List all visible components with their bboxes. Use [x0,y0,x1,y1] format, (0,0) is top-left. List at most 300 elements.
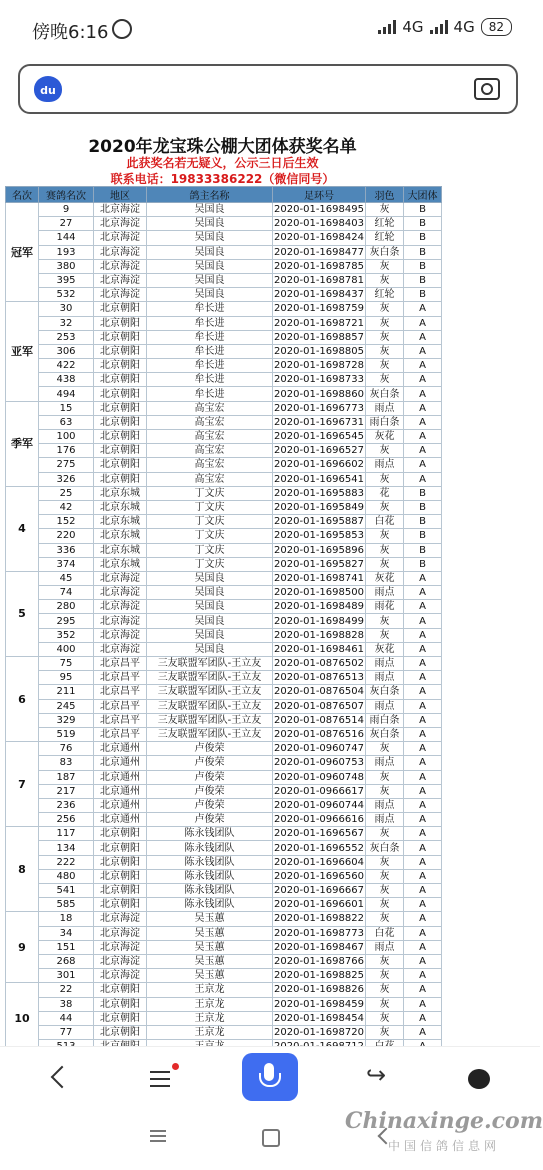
table-cell: A [404,841,442,855]
share-icon[interactable] [362,1061,398,1097]
table-cell: 北京海淀 [94,940,147,954]
table-cell: A [404,685,442,699]
table-cell: 灰 [366,983,404,997]
table-cell: A [404,912,442,926]
table-cell: 灰 [366,954,404,968]
voice-search-button[interactable] [242,1053,298,1101]
table-cell: 北京海淀 [94,926,147,940]
table-cell: 牟长进 [147,330,273,344]
table-row [6,288,442,302]
table-row [6,259,442,273]
table-cell: 北京通州 [94,813,147,827]
table-cell: B [404,203,442,217]
table-cell: 北京海淀 [94,600,147,614]
table-row [6,855,442,869]
table-cell: 27 [39,217,94,231]
notice-text: 此获奖名若无疑义，公示三日后生效 [126,156,319,170]
table-cell: 雨点 [366,756,404,770]
table-cell: A [404,699,442,713]
table-cell: 吴国良 [147,231,273,245]
table-cell: 18 [39,912,94,926]
table-row [6,330,442,344]
table-cell: 395 [39,273,94,287]
table-cell: 牟长进 [147,387,273,401]
table-cell: 北京东城 [94,486,147,500]
table-row [6,1011,442,1025]
table-cell: 北京朝阳 [94,841,147,855]
table-cell: A [404,770,442,784]
table-cell: 陈永钱团队 [147,827,273,841]
table-cell: 2020-01-1698733 [274,374,364,386]
table-cell: 灰 [366,472,404,486]
table-cell: 北京朝阳 [94,855,147,869]
table-cell: 卢俊荣 [147,742,273,756]
table-cell: 352 [39,628,94,642]
table-row [6,316,442,330]
table-cell: 北京通州 [94,742,147,756]
table-cell: 245 [39,699,94,713]
table-cell: 2020-01-1698461 [274,643,364,655]
table-cell: A [404,997,442,1011]
table-cell: 151 [39,940,94,954]
table-cell: 卢俊荣 [147,770,273,784]
table-cell: 牟长进 [147,316,273,330]
table-cell: 2020-01-1698489 [274,601,364,613]
recents-icon[interactable] [150,1130,166,1142]
table-cell: 74 [39,586,94,600]
table-row [6,1025,442,1039]
table-cell: 北京朝阳 [94,330,147,344]
table-cell: 2020-01-0876516 [274,729,364,741]
watermark-logo: Chinaxinge.com [345,1108,543,1134]
table-cell: 585 [39,898,94,912]
table-cell: 北京昌平 [94,713,147,727]
table-cell: 217 [39,784,94,798]
back-icon[interactable] [44,1061,80,1097]
table-row [6,969,442,983]
table-cell: 541 [39,884,94,898]
table-cell: 2020-01-0960744 [274,799,364,811]
table-cell: 176 [39,444,94,458]
table-cell: 75 [39,657,94,671]
table-cell: 2020-01-1698828 [274,629,364,641]
table-cell: 280 [39,600,94,614]
table-cell: 北京朝阳 [94,430,147,444]
table-cell: A [404,586,442,600]
table-cell: 2020-01-1696604 [274,856,364,868]
table-cell: 雨点 [366,401,404,415]
table-cell: 灰花 [366,642,404,656]
table-cell: A [404,359,442,373]
table-row [6,940,442,954]
table-cell: 北京朝阳 [94,997,147,1011]
table-cell: 吴玉蕙 [147,940,273,954]
table-cell: B [404,529,442,543]
table-cell: 灰 [366,997,404,1011]
table-row [6,430,442,444]
home-icon[interactable] [262,1129,280,1147]
table-cell: A [404,458,442,472]
table-cell: 王京龙 [147,983,273,997]
table-cell: 三友联盟军团队-王立友 [147,699,273,713]
table-row [6,571,442,585]
table-cell: 雨点 [366,586,404,600]
table-cell: 雨点 [366,940,404,954]
table-row [6,359,442,373]
table-cell: 灰 [366,316,404,330]
table-cell: 北京朝阳 [94,827,147,841]
table-cell: 卢俊荣 [147,798,273,812]
search-bar[interactable] [18,64,518,114]
table-cell: 152 [39,515,94,529]
table-row [6,586,442,600]
table-row [6,500,442,514]
table-cell: 灰 [366,557,404,571]
notification-dot [172,1063,179,1070]
table-cell: 灰 [366,770,404,784]
table-cell: 北京海淀 [94,614,147,628]
table-cell: 吴国良 [147,642,273,656]
table-cell: 吴国良 [147,600,273,614]
table-cell: 2020-01-0960748 [274,771,364,783]
table-cell: 9 [39,203,94,217]
rank-cell: 季军 [6,401,39,486]
table-row [6,869,442,883]
table-cell: 2020-01-1698759 [274,303,364,315]
table-cell: 2020-01-1696560 [274,870,364,882]
table-cell: 253 [39,330,94,344]
table-row [6,273,442,287]
table-cell: 2020-01-0876513 [274,672,364,684]
table-cell: A [404,784,442,798]
table-cell: 花 [366,486,404,500]
table-cell: 灰花 [366,571,404,585]
table-cell: 灰 [366,869,404,883]
table-cell: 2020-01-1698477 [274,246,364,258]
table-row [6,756,442,770]
table-cell: 灰白条 [366,727,404,741]
table-cell: 高宝宏 [147,472,273,486]
column-header: 大团体 [404,187,442,203]
table-cell: 灰 [366,628,404,642]
table-row [6,203,442,217]
table-cell: 北京朝阳 [94,316,147,330]
table-cell: 329 [39,713,94,727]
table-cell: 雨点 [366,813,404,827]
table-cell: A [404,344,442,358]
table-cell: 卢俊荣 [147,784,273,798]
table-cell: 高宝宏 [147,430,273,444]
rank-cell: 9 [6,912,39,983]
table-cell: 灰 [366,344,404,358]
table-cell: A [404,657,442,671]
table-cell: B [404,259,442,273]
table-cell: 380 [39,259,94,273]
table-cell: 灰 [366,302,404,316]
table-cell: 北京朝阳 [94,1011,147,1025]
table-cell: 灰 [366,969,404,983]
table-cell: 北京昌平 [94,699,147,713]
table-cell: B [404,515,442,529]
table-cell: 2020-01-1696527 [274,445,364,457]
watermark-text: 中国信鸽信息网 [388,1139,501,1153]
rank-cell: 4 [6,486,39,571]
baidu-home-icon[interactable] [462,1061,498,1097]
table-cell: 雨点 [366,798,404,812]
table-cell: 北京昌平 [94,685,147,699]
rank-cell: 8 [6,827,39,912]
table-cell: 2020-01-1698860 [274,388,364,400]
table-cell: B [404,273,442,287]
table-cell: 2020-01-1698403 [274,218,364,230]
table-cell: 王京龙 [147,1011,273,1025]
table-cell: 灰 [366,500,404,514]
status-indicators [378,18,512,36]
network-label-2: 4G [453,18,475,36]
table-cell: 2020-01-1696545 [274,431,364,443]
table-cell: 卢俊荣 [147,813,273,827]
table-cell: 灰花 [366,430,404,444]
table-cell: A [404,472,442,486]
table-cell: 2020-01-1696602 [274,459,364,471]
table-cell: A [404,827,442,841]
table-row [6,784,442,798]
battery-icon: 82 [481,18,512,36]
table-row [6,415,442,429]
table-cell: 吴国良 [147,586,273,600]
table-row [6,742,442,756]
table-cell: 吴国良 [147,259,273,273]
table-cell: 100 [39,430,94,444]
table-cell: 丁文庆 [147,529,273,543]
camera-icon[interactable] [474,78,500,100]
table-cell: 北京朝阳 [94,401,147,415]
table-row [6,486,442,500]
table-cell: 陈永钱团队 [147,841,273,855]
table-cell: 2020-01-1698499 [274,615,364,627]
table-cell: 北京海淀 [94,259,147,273]
table-cell: 丁文庆 [147,543,273,557]
table-cell: 2020-01-1696601 [274,899,364,911]
table-row [6,529,442,543]
table-cell: 丁文庆 [147,486,273,500]
table-cell: 2020-01-1695896 [274,544,364,556]
table-cell: 灰 [366,742,404,756]
table-cell: 北京海淀 [94,628,147,642]
table-cell: 25 [39,486,94,500]
table-cell: A [404,614,442,628]
table-row [6,217,442,231]
table-cell: 北京东城 [94,515,147,529]
table-cell: A [404,316,442,330]
table-cell: A [404,671,442,685]
table-cell: 400 [39,642,94,656]
signal-icon [430,20,448,34]
table-cell: 45 [39,571,94,585]
table-cell: 2020-01-1695827 [274,558,364,570]
table-cell: 灰 [366,259,404,273]
table-cell: 北京东城 [94,543,147,557]
table-cell: 陈永钱团队 [147,869,273,883]
table-row [6,813,442,827]
table-cell: 雨白条 [366,415,404,429]
table-cell: A [404,628,442,642]
table-cell: 2020-01-1698495 [274,204,364,216]
table-cell: 222 [39,855,94,869]
table-cell: A [404,954,442,968]
table-row [6,798,442,812]
table-cell: 雨点 [366,657,404,671]
table-cell: A [404,302,442,316]
table-row [6,898,442,912]
table-cell: 256 [39,813,94,827]
table-cell: 三友联盟军团队-王立友 [147,685,273,699]
table-cell: 2020-01-1696773 [274,402,364,414]
table-cell: 211 [39,685,94,699]
table-row [6,387,442,401]
table-cell: 吴国良 [147,245,273,259]
table-cell: 灰 [366,784,404,798]
table-cell: 44 [39,1011,94,1025]
table-cell: 三友联盟军团队-王立友 [147,671,273,685]
table-cell: 336 [39,543,94,557]
table-cell: 2020-01-0966616 [274,814,364,826]
table-cell: 吴国良 [147,614,273,628]
table-cell: 吴玉蕙 [147,912,273,926]
table-cell: 2020-01-1698720 [274,1026,364,1038]
table-cell: 雨点 [366,699,404,713]
table-cell: 2020-01-1698721 [274,317,364,329]
table-cell: 灰白条 [366,685,404,699]
table-cell: 480 [39,869,94,883]
table-cell: 雨花 [366,600,404,614]
results-table [5,186,442,1054]
menu-icon[interactable] [144,1061,180,1097]
table-row [6,713,442,727]
table-cell: 北京朝阳 [94,373,147,387]
table-cell: 2020-01-1698825 [274,970,364,982]
table-cell: 2020-01-0876507 [274,700,364,712]
rank-cell: 亚军 [6,302,39,401]
table-cell: 北京朝阳 [94,302,147,316]
table-cell: 灰 [366,614,404,628]
table-cell: 2020-01-1695849 [274,502,364,514]
table-cell: 306 [39,344,94,358]
table-row [6,600,442,614]
column-header: 地区 [94,187,147,203]
table-row [6,912,442,926]
table-cell: 卢俊荣 [147,756,273,770]
table-row [6,642,442,656]
table-cell: A [404,940,442,954]
table-cell: A [404,600,442,614]
alarm-icon [112,19,132,39]
table-cell: 红轮 [366,231,404,245]
table-cell: 北京通州 [94,756,147,770]
table-cell: 77 [39,1025,94,1039]
status-bar [0,0,540,58]
table-cell: 2020-01-1696541 [274,473,364,485]
table-cell: 2020-01-1696731 [274,416,364,428]
table-cell: A [404,798,442,812]
contact-text: 联系电话：19833386222（微信同号） [110,172,335,186]
table-cell: 2020-01-1698437 [274,289,364,301]
table-cell: A [404,430,442,444]
table-row [6,628,442,642]
table-cell: 42 [39,500,94,514]
table-row [6,245,442,259]
table-cell: 268 [39,954,94,968]
table-row [6,671,442,685]
browser-toolbar [0,1046,540,1109]
table-cell: 519 [39,727,94,741]
table-row [6,444,442,458]
table-cell: 北京朝阳 [94,472,147,486]
table-cell: 雨点 [366,458,404,472]
table-cell: A [404,330,442,344]
table-cell: 30 [39,302,94,316]
table-cell: 红轮 [366,288,404,302]
table-cell: 北京通州 [94,798,147,812]
table-cell: 76 [39,742,94,756]
table-cell: 438 [39,373,94,387]
table-cell: 王京龙 [147,1025,273,1039]
table-cell: 陈永钱团队 [147,898,273,912]
table-cell: 吴国良 [147,203,273,217]
table-cell: B [404,245,442,259]
table-cell: 北京海淀 [94,288,147,302]
table-cell: 2020-01-0876502 [274,658,364,670]
table-row [6,884,442,898]
table-cell: A [404,1011,442,1025]
table-cell: A [404,571,442,585]
table-cell: 牟长进 [147,359,273,373]
table-cell: 2020-01-1698467 [274,941,364,953]
table-cell: 北京通州 [94,770,147,784]
table-cell: 北京海淀 [94,912,147,926]
table-cell: 北京朝阳 [94,458,147,472]
table-cell: 2020-01-1698826 [274,984,364,996]
table-cell: 32 [39,316,94,330]
table-cell: A [404,444,442,458]
table-cell: 326 [39,472,94,486]
table-cell: A [404,642,442,656]
table-cell: 2020-01-1698728 [274,360,364,372]
table-row [6,770,442,784]
table-cell: B [404,486,442,500]
table-cell: 236 [39,798,94,812]
table-cell: A [404,983,442,997]
table-cell: 三友联盟军团队-王立友 [147,713,273,727]
table-cell: 雨白条 [366,713,404,727]
table-cell: 北京朝阳 [94,1025,147,1039]
table-cell: 2020-01-1698424 [274,232,364,244]
table-cell: 灰白条 [366,387,404,401]
table-cell: 灰 [366,827,404,841]
baidu-logo-icon: du [34,76,62,102]
table-cell: 北京朝阳 [94,983,147,997]
column-header: 鸽主名称 [147,187,273,203]
table-cell: 北京朝阳 [94,344,147,358]
signal-icon [378,20,396,34]
table-cell: 灰 [366,884,404,898]
table-cell: A [404,756,442,770]
table-cell: 北京海淀 [94,586,147,600]
table-cell: 北京海淀 [94,231,147,245]
table-row [6,543,442,557]
table-cell: 275 [39,458,94,472]
table-cell: 北京海淀 [94,203,147,217]
